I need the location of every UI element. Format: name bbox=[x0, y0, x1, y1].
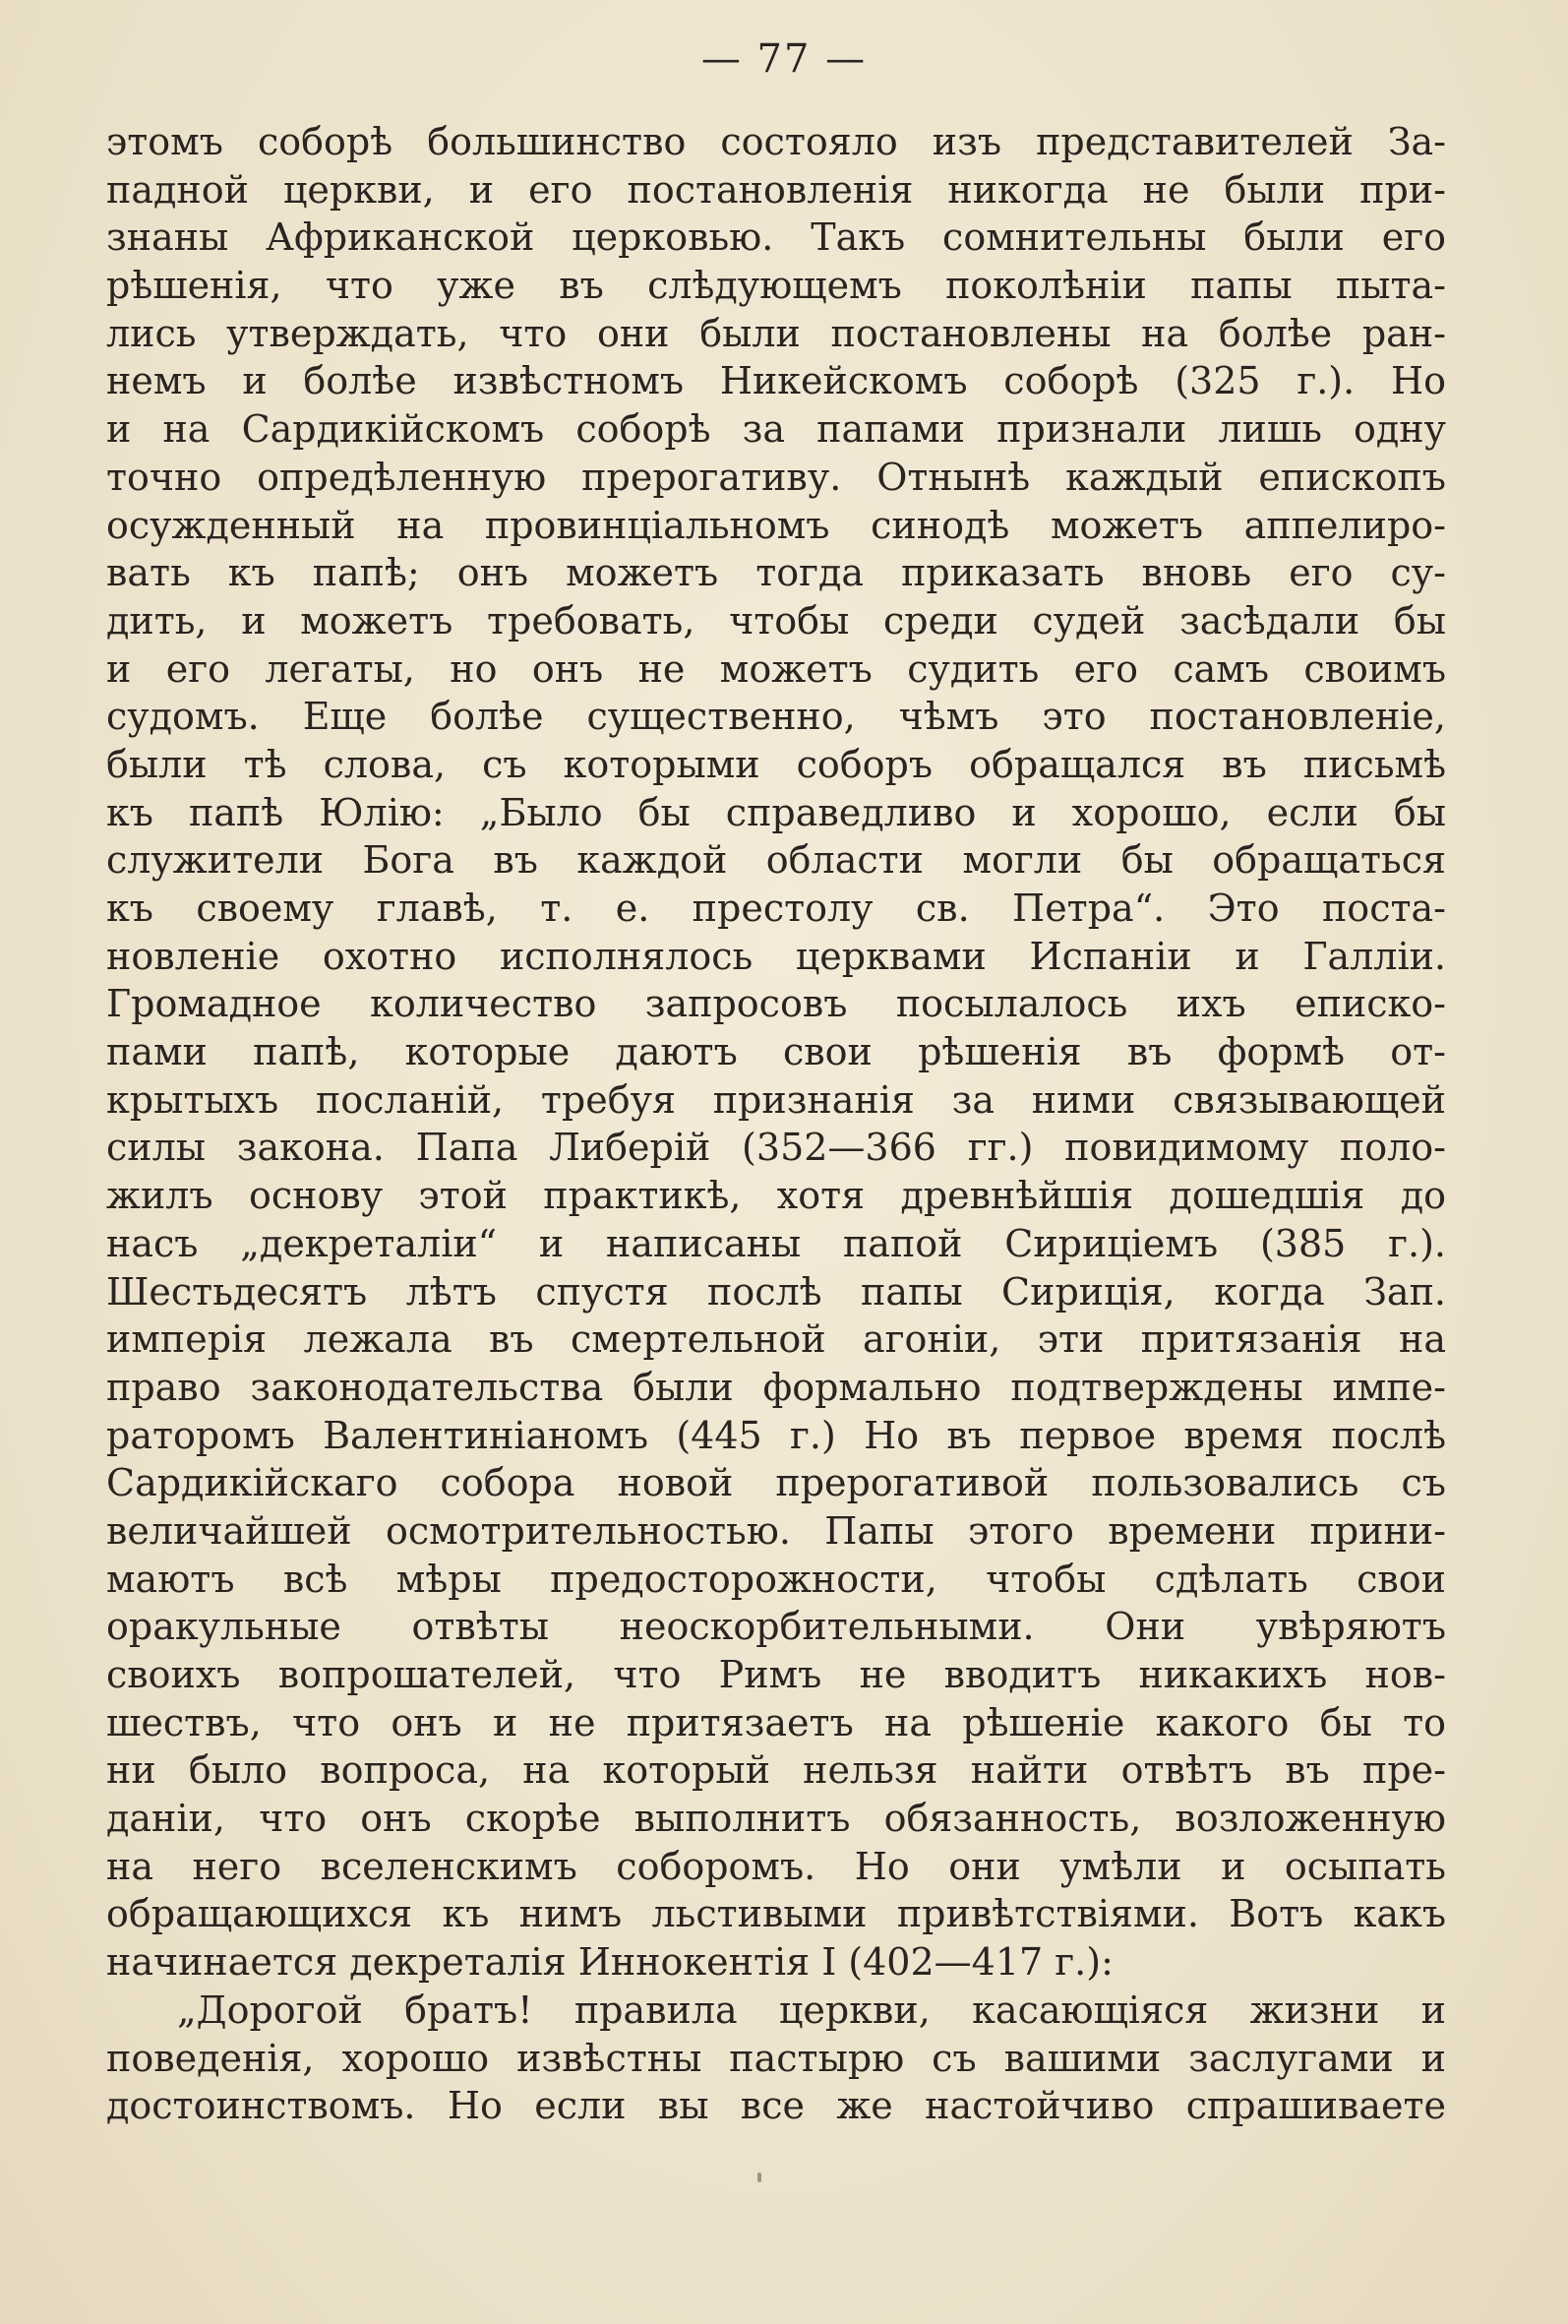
text-line: жилъ основу этой практикѣ, хотя древнѣйшія дошедшія до bbox=[106, 1174, 1446, 1218]
text-line: поведенія, хорошо извѣстны пастырю съ вашими заслугами и bbox=[106, 2036, 1446, 2080]
text-line: право законодательства были формально подтверждены импе- bbox=[106, 1365, 1446, 1409]
text-line: судомъ. Еще болѣе существенно, чѣмъ это постановленіе, bbox=[106, 695, 1446, 739]
text-line: раторомъ Валентиніаномъ (445 г.) Но въ первое время послѣ bbox=[106, 1413, 1446, 1457]
text-line: и на Сардикійскомъ соборѣ за папами признали лишь одну bbox=[106, 407, 1446, 452]
text-line: шествъ, что онъ и не притязаетъ на рѣшеніе какого бы то bbox=[106, 1700, 1446, 1744]
text-line: „Дорогой братъ! правила церкви, касающіяся жизни и bbox=[177, 1988, 1446, 2032]
text-line: вать къ папѣ; онъ можетъ тогда приказать вновь его су- bbox=[106, 551, 1446, 595]
text-line: маютъ всѣ мѣры предосторожности, чтобы сдѣлать свои bbox=[106, 1557, 1446, 1601]
text-line: лись утверждать, что они были постановлены на болѣе ран- bbox=[106, 311, 1446, 355]
text-line: были тѣ слова, съ которыми соборъ обращался въ письмѣ bbox=[106, 742, 1446, 786]
text-line: этомъ соборѣ большинство состояло изъ представителей За- bbox=[106, 120, 1446, 163]
text-line: достоинствомъ. Но если вы все же настойчиво спрашиваете bbox=[106, 2084, 1446, 2128]
text-line: обращающихся къ нимъ льстивыми привѣтствіями. Вотъ какъ bbox=[106, 1892, 1446, 1936]
text-line: Громадное количество запросовъ посылалось ихъ еписко- bbox=[106, 982, 1446, 1026]
text-line: силы закона. Папа Либерій (352—366 гг.) повидимому поло- bbox=[106, 1126, 1446, 1170]
text-line: осужденный на провинціальномъ синодѣ можетъ аппелиро- bbox=[106, 503, 1446, 547]
text-line: даніи, что онъ скорѣе выполнитъ обязанность, возложенную bbox=[106, 1797, 1446, 1841]
text-line: точно опредѣленную прерогативу. Отнынѣ каждый епископъ bbox=[106, 455, 1446, 499]
text-line: имперія лежала въ смертельной агоніи, эти притязанія на bbox=[106, 1317, 1446, 1362]
text-line: падной церкви, и его постановленія никогда не были при- bbox=[106, 167, 1446, 212]
text-line: и его легаты, но онъ не можетъ судить его самъ своимъ bbox=[106, 646, 1446, 691]
text-line: дить, и можетъ требовать, чтобы среди судей засѣдали бы bbox=[106, 598, 1446, 642]
text-line: пами папѣ, которые даютъ свои рѣшенія въ формѣ от- bbox=[106, 1030, 1446, 1074]
text-line: Сардикійскаго собора новой прерогативой пользовались съ bbox=[106, 1461, 1446, 1505]
text-line: Шестьдесятъ лѣтъ спустя послѣ папы Сириція, когда Зап. bbox=[106, 1269, 1446, 1314]
text-line: новленіе охотно исполнялось церквами Испаніи и Галліи. bbox=[106, 934, 1446, 978]
text-line: рѣшенія, что уже въ слѣдующемъ поколѣніи папы пыта- bbox=[106, 264, 1446, 308]
text-line: служители Бога въ каждой области могли бы обращаться bbox=[106, 838, 1446, 883]
text-line: величайшей осмотрительностью. Папы этого времени прини- bbox=[106, 1508, 1446, 1553]
text-line: ни было вопроса, на который нельзя найти отвѣтъ въ пре- bbox=[106, 1748, 1446, 1793]
text-line: оракульные отвѣты неоскорбительными. Они увѣряютъ bbox=[106, 1605, 1446, 1649]
text-line: крытыхъ посланій, требуя признанія за ними связывающей bbox=[106, 1077, 1446, 1122]
page-number: — 77 — bbox=[700, 36, 868, 82]
paper-speck bbox=[757, 2172, 761, 2182]
text-line: начинается декреталія Иннокентія I (402—417 г.): bbox=[106, 1940, 1114, 1985]
text-line: немъ и болѣе извѣстномъ Никейскомъ соборѣ (325 г.). Но bbox=[106, 359, 1446, 403]
text-line: знаны Африканской церковью. Такъ сомнительны были его bbox=[106, 215, 1446, 260]
text-line: своихъ вопрошателей, что Римъ не вводитъ никакихъ нов- bbox=[106, 1653, 1446, 1696]
body-text bbox=[106, 118, 1446, 2130]
text-line: къ своему главѣ, т. е. престолу св. Петра“. Это поста- bbox=[106, 887, 1446, 930]
text-line: насъ „декреталіи“ и написаны папой Сириціемъ (385 г.). bbox=[106, 1221, 1446, 1265]
text-line: на него вселенскимъ соборомъ. Но они умѣли и осыпать bbox=[106, 1844, 1446, 1888]
text-line: къ папѣ Юлію: „Было бы справедливо и хорошо, если бы bbox=[106, 790, 1446, 834]
